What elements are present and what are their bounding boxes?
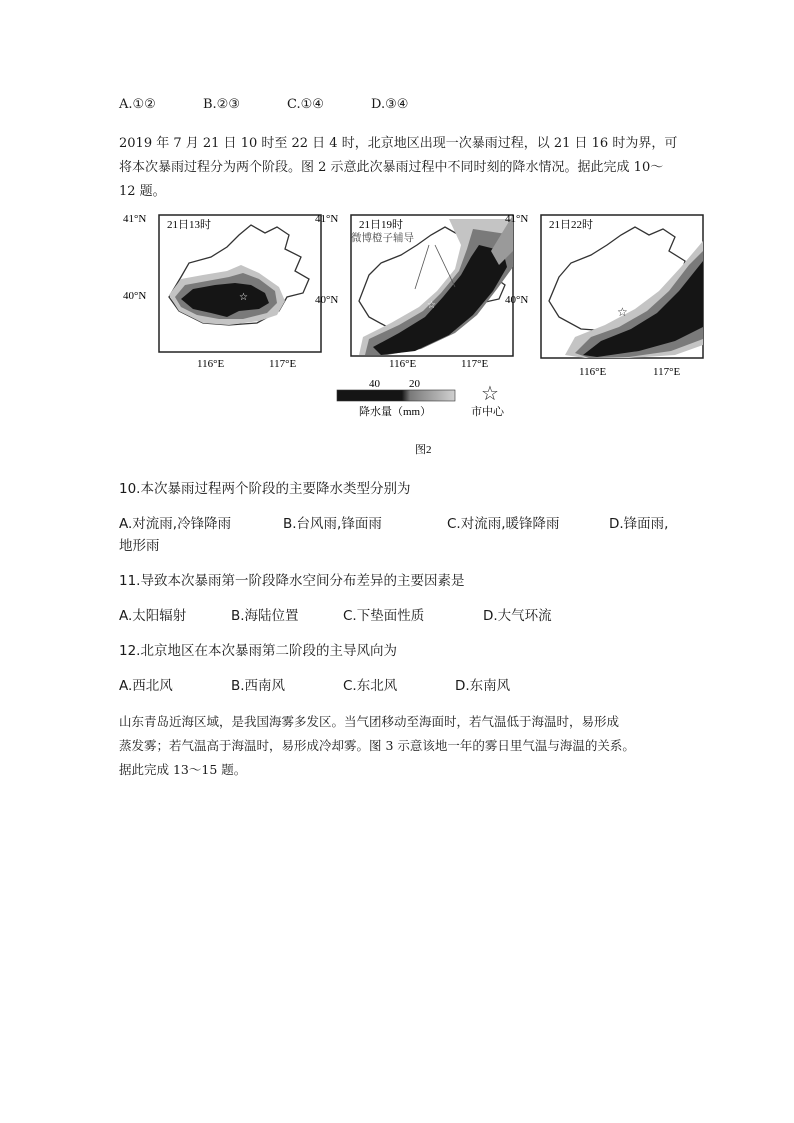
panel-1-lat-mid: 40°N <box>123 290 147 302</box>
panel-1-lat-top: 41°N <box>123 213 147 225</box>
panel-3-lat-mid: 40°N <box>505 294 529 306</box>
option-d: D.③④ <box>371 97 409 112</box>
figure-2 <box>119 205 704 465</box>
question-10-stem: 10.本次暴雨过程两个阶段的主要降水类型分别为 <box>119 481 411 497</box>
panel-3-time: 21日22时 <box>549 219 593 231</box>
q11-option-c: C.下垫面性质 <box>343 608 425 624</box>
closing-line-3: 据此完成 13～15 题。 <box>119 762 247 777</box>
panel-1-lon-left: 116°E <box>197 358 225 370</box>
option-c: C.①④ <box>287 97 324 112</box>
legend-star-icon: ☆ <box>481 383 499 405</box>
legend-value-high: 40 <box>369 378 380 390</box>
q11-option-b: B.海陆位置 <box>231 608 299 624</box>
q12-option-b: B.西南风 <box>231 678 286 694</box>
watermark: 微博橙子辅导 <box>351 233 414 244</box>
panel-3-lat-top: 41°N <box>505 213 529 225</box>
q12-option-a: A.西北风 <box>119 678 173 694</box>
city-center-star: ☆ <box>239 292 248 303</box>
panel-1 <box>123 213 321 370</box>
q10-option-d-continuation: 地形雨 <box>119 538 160 554</box>
question-11-stem: 11.导致本次暴雨第一阶段降水空间分布差异的主要因素是 <box>119 573 465 589</box>
legend-colorbar <box>337 390 455 401</box>
panel-2 <box>315 213 513 370</box>
q10-option-a: A.对流雨,冷锋降雨 <box>119 516 232 532</box>
q12-option-c: C.东北风 <box>343 678 398 694</box>
question-10-options <box>119 512 679 530</box>
figure-caption: 图2 <box>415 444 432 456</box>
panel-3 <box>505 213 703 378</box>
legend-label: 降水量（mm） <box>359 406 432 418</box>
panel-3-lon-left: 116°E <box>579 366 607 378</box>
precipitation-maps <box>119 205 704 465</box>
city-center-star: ☆ <box>427 300 436 311</box>
option-b: B.②③ <box>203 97 240 112</box>
panel-2-lat-top: 41°N <box>315 213 339 225</box>
closing-line-2: 蒸发雾；若气温高于海温时，易形成冷却雾。图 3 示意该地一年的雾日里气温与海温的关系。 <box>119 738 635 753</box>
question-11-options <box>119 604 679 622</box>
q10-option-b: B.台风雨,锋面雨 <box>283 516 382 532</box>
question-12-options <box>119 674 679 692</box>
intro-line-2: 将本次暴雨过程分为两个阶段。图 2 示意此次暴雨过程中不同时刻的降水情况。据此完成 10～ <box>119 160 664 175</box>
panel-2-lat-mid: 40°N <box>315 294 339 306</box>
q11-option-d: D.大气环流 <box>483 608 552 624</box>
q10-option-c: C.对流雨,暖锋降雨 <box>447 516 560 532</box>
legend <box>337 378 505 456</box>
intro-line-3: 12 题。 <box>119 184 166 199</box>
prev-question-options <box>119 97 519 115</box>
panel-1-time: 21日13时 <box>167 219 211 231</box>
closing-line-1: 山东青岛近海区域，是我国海雾多发区。当气团移动至海面时，若气温低于海温时，易形成 <box>119 714 620 729</box>
panel-2-lon-right: 117°E <box>461 358 489 370</box>
q10-option-d: D.锋面雨, <box>609 516 669 532</box>
intro-line-1: 2019 年 7 月 21 日 10 时至 22 日 4 时，北京地区出现一次暴雨过程，以 21 日 16 时为界，可 <box>119 136 678 151</box>
question-12-stem: 12.北京地区在本次暴雨第二阶段的主导风向为 <box>119 643 397 659</box>
panel-3-lon-right: 117°E <box>653 366 681 378</box>
panel-2-time: 21日19时 <box>359 219 403 231</box>
q11-option-a: A.太阳辐射 <box>119 608 187 624</box>
legend-value-low: 20 <box>409 378 420 390</box>
option-a: A.①② <box>119 97 156 112</box>
panel-2-lon-left: 116°E <box>389 358 417 370</box>
legend-city-center: 市中心 <box>471 406 504 418</box>
city-center-star: ☆ <box>617 305 628 319</box>
panel-1-lon-right: 117°E <box>269 358 297 370</box>
q12-option-d: D.东南风 <box>455 678 511 694</box>
